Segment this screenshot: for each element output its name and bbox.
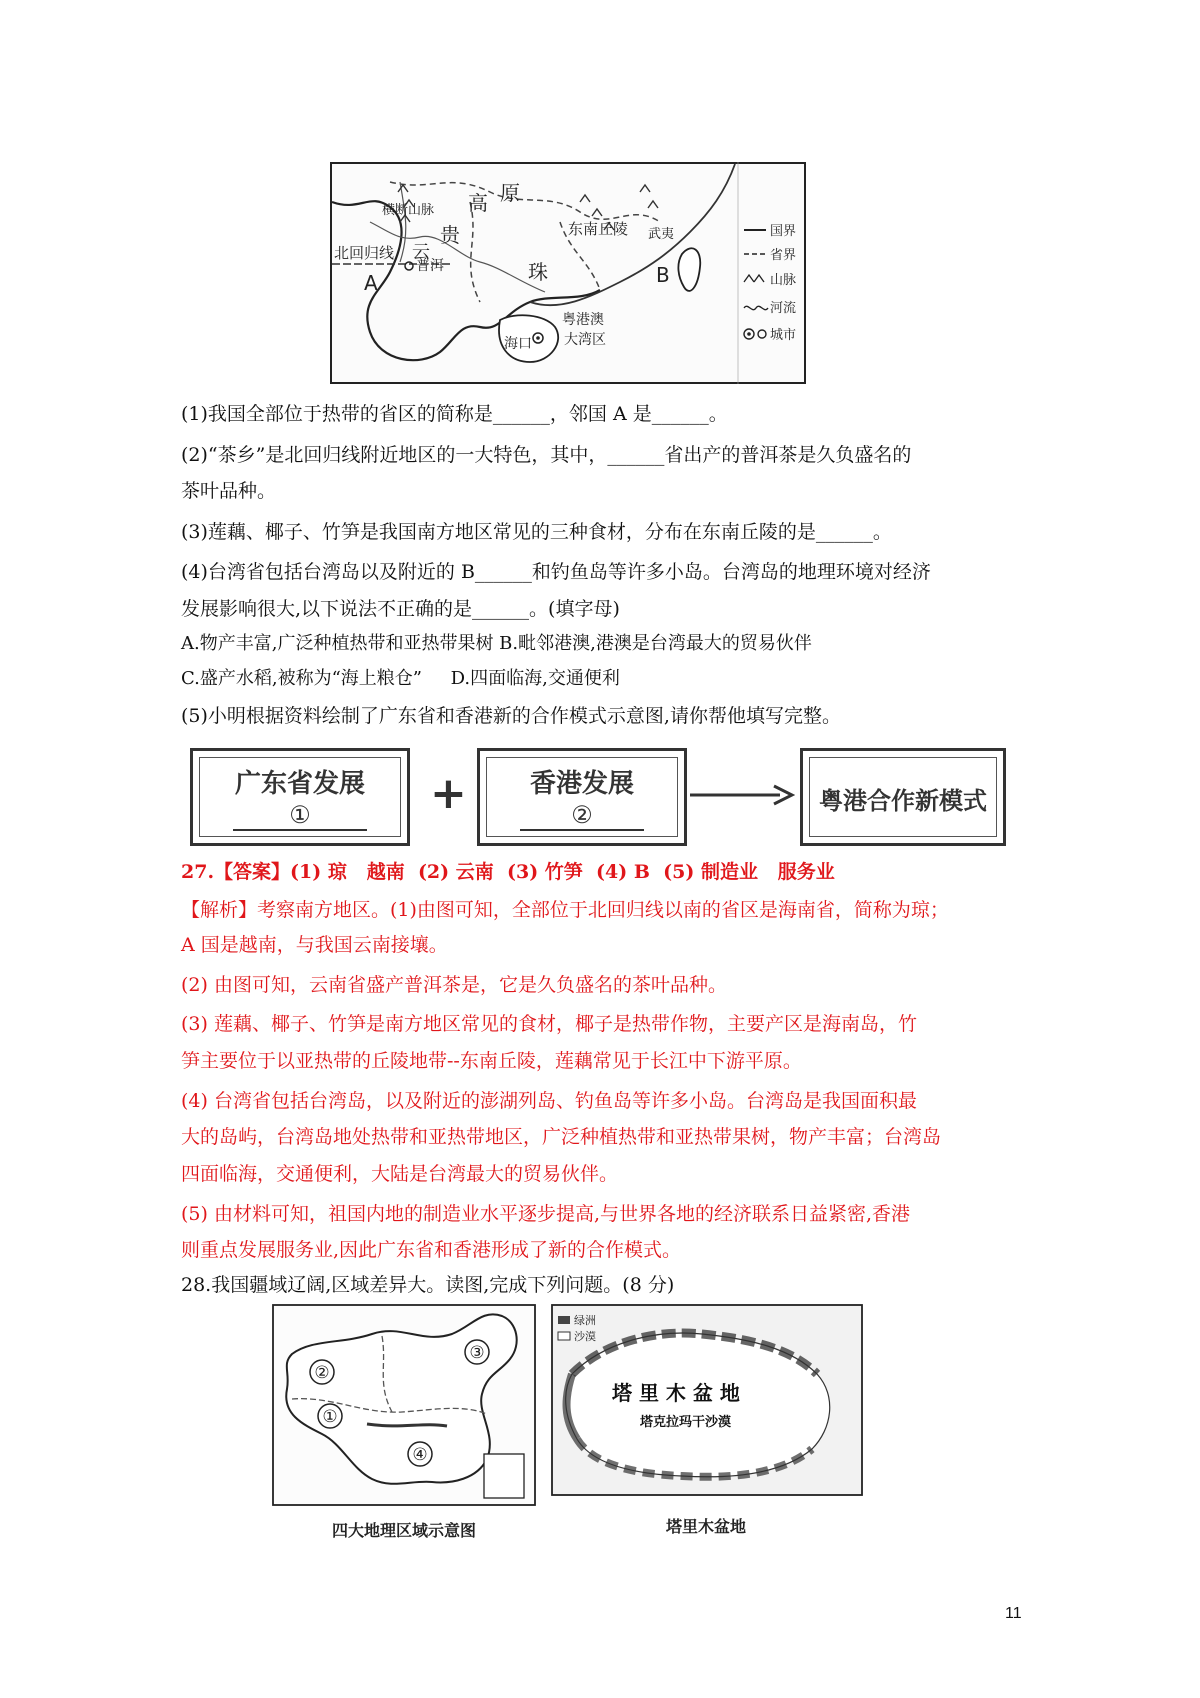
tarim-legend-oasis: 绿洲 [574, 1314, 596, 1327]
four-regions-map [273, 1305, 535, 1540]
map1-label-gui: 贵 [440, 223, 460, 247]
map1-label-hengduan: 横断山脉 [382, 203, 435, 218]
question-5: (5)小明根据资料绘制了广东省和香港新的合作模式示意图,请你帮他填写完整。 [181, 705, 841, 727]
question-4-option-cd: C.盛产水稻,被称为“海上粮仓” D.四面临海,交通便利 [181, 668, 620, 689]
left-map-caption: 四大地理区域示意图 [331, 1521, 477, 1540]
map1-label-a: A [364, 271, 378, 295]
region-3-label: ③ [469, 1343, 485, 1363]
right-map-caption: 塔里木盆地 [665, 1517, 747, 1536]
map1-label-b: B [656, 263, 670, 287]
map1-legend-city: 城市 [770, 328, 797, 343]
analysis-line-10: 则重点发展服务业,因此广东省和香港形成了新的合作模式。 [181, 1239, 682, 1261]
map1-legend-national: 国界 [770, 224, 797, 239]
map1-legend-river: 河流 [770, 301, 797, 316]
box-new-model [800, 748, 1006, 846]
map1-label-yun: 云 [412, 242, 430, 263]
analysis-line-1: 【解析】考察南方地区。(1)由图可知，全部位于北回归线以南的省区是海南省，简称为琼； [181, 899, 949, 921]
question-4-line1: (4)台湾省包括台湾岛以及附近的 B______和钓鱼岛等许多小岛。台湾岛的地理环境对经济 [181, 561, 931, 583]
question-28: 28.我国疆域辽阔,区域差异大。读图,完成下列问题。(8 分) [181, 1274, 675, 1296]
question-4-option-ab: A.物产丰富,广泛种植热带和亚热带果树 B.毗邻港澳,港澳是台湾最大的贸易伙伴 [181, 633, 812, 654]
analysis-line-2: A 国是越南，与我国云南接壤。 [181, 934, 448, 956]
box-guangdong-number: ① [289, 801, 311, 829]
box-hongkong-title: 香港发展 [529, 769, 634, 799]
analysis-line-9: (5) 由材料可知，祖国内地的制造业水平逐步提高,与世界各地的经济联系日益紧密,香港 [181, 1203, 911, 1225]
analysis-line-7: 大的岛屿，台湾岛地处热带和亚热带地区，广泛种植热带和亚热带果树，物产丰富；台湾岛 [181, 1126, 942, 1148]
tarim-basin-map [552, 1305, 862, 1536]
question-2-line1: (2)“茶乡”是北回归线附近地区的一大特色，其中，______省出产的普洱茶是久负盛名的 [181, 444, 912, 466]
map1-label-zhu: 珠 [528, 260, 548, 284]
tarim-legend-desert: 沙漠 [574, 1330, 596, 1343]
map1-label-puer: 普洱 [416, 258, 444, 274]
region-2-label: ② [314, 1363, 330, 1383]
taklamakan-label: 塔克拉玛干沙漠 [640, 1415, 732, 1430]
southern-china-map [330, 162, 806, 384]
region-4-label: ④ [412, 1445, 428, 1465]
tarim-basin-label: 塔 里 木 盆 地 [612, 1381, 740, 1405]
page-number: 11 [1005, 1605, 1022, 1622]
regions-and-tarim-maps [272, 1304, 892, 1544]
map1-label-beihuigui: 北回归线 [334, 244, 395, 262]
question-4-line2: 发展影响很大,以下说法不正确的是______。(填字母) [181, 598, 620, 620]
analysis-line-3: (2) 由图可知，云南省盛产普洱茶是，它是久负盛名的茶叶品种。 [181, 974, 727, 996]
answer-line: 27.【答案】(1) 琼 越南 (2) 云南 (3) 竹笋 (4) B (5) 制造业 服务业 [181, 861, 835, 883]
map1-label-dongnan: 东南丘陵 [568, 220, 629, 238]
box-guangdong-title: 广东省发展 [234, 769, 365, 799]
box-hongkong-number: ② [571, 801, 593, 829]
question-1: (1)我国全部位于热带的省区的简称是______，邻国 A 是______。 [181, 403, 728, 425]
map1-label-yuan: 原 [500, 181, 520, 205]
analysis-line-4: (3) 莲藕、椰子、竹笋是南方地区常见的食材，椰子是热带作物，主要产区是海南岛，竹 [181, 1013, 917, 1035]
map1-legend-province: 省界 [770, 248, 797, 263]
map1-label-dawanqu: 大湾区 [564, 332, 606, 348]
region-1-label: ① [322, 1407, 338, 1427]
map1-label-haikou: 海口 [504, 336, 532, 352]
plus-sign: + [430, 768, 467, 819]
map1-label-yuegangao: 粤港澳 [562, 312, 604, 328]
analysis-line-8: 四面临海，交通便利，大陆是台湾最大的贸易伙伴。 [181, 1163, 619, 1185]
box-guangdong [190, 748, 410, 846]
box-hongkong [477, 748, 687, 846]
question-2-line2: 茶叶品种。 [181, 480, 277, 502]
map1-legend-mountain: 山脉 [770, 273, 797, 288]
arrow-icon [690, 780, 795, 810]
box-new-model-title: 粤港合作新模式 [819, 787, 987, 815]
map1-label-wuyi: 武夷 [648, 227, 675, 242]
analysis-line-6: (4) 台湾省包括台湾岛，以及附近的澎湖列岛、钓鱼岛等许多小岛。台湾岛是我国面积最 [181, 1090, 917, 1112]
analysis-line-5: 笋主要位于以亚热带的丘陵地带--东南丘陵，莲藕常见于长江中下游平原。 [181, 1050, 802, 1072]
map1-label-gao: 高 [468, 191, 488, 215]
question-3: (3)莲藕、椰子、竹笋是我国南方地区常见的三种食材，分布在东南丘陵的是______。 [181, 521, 892, 543]
